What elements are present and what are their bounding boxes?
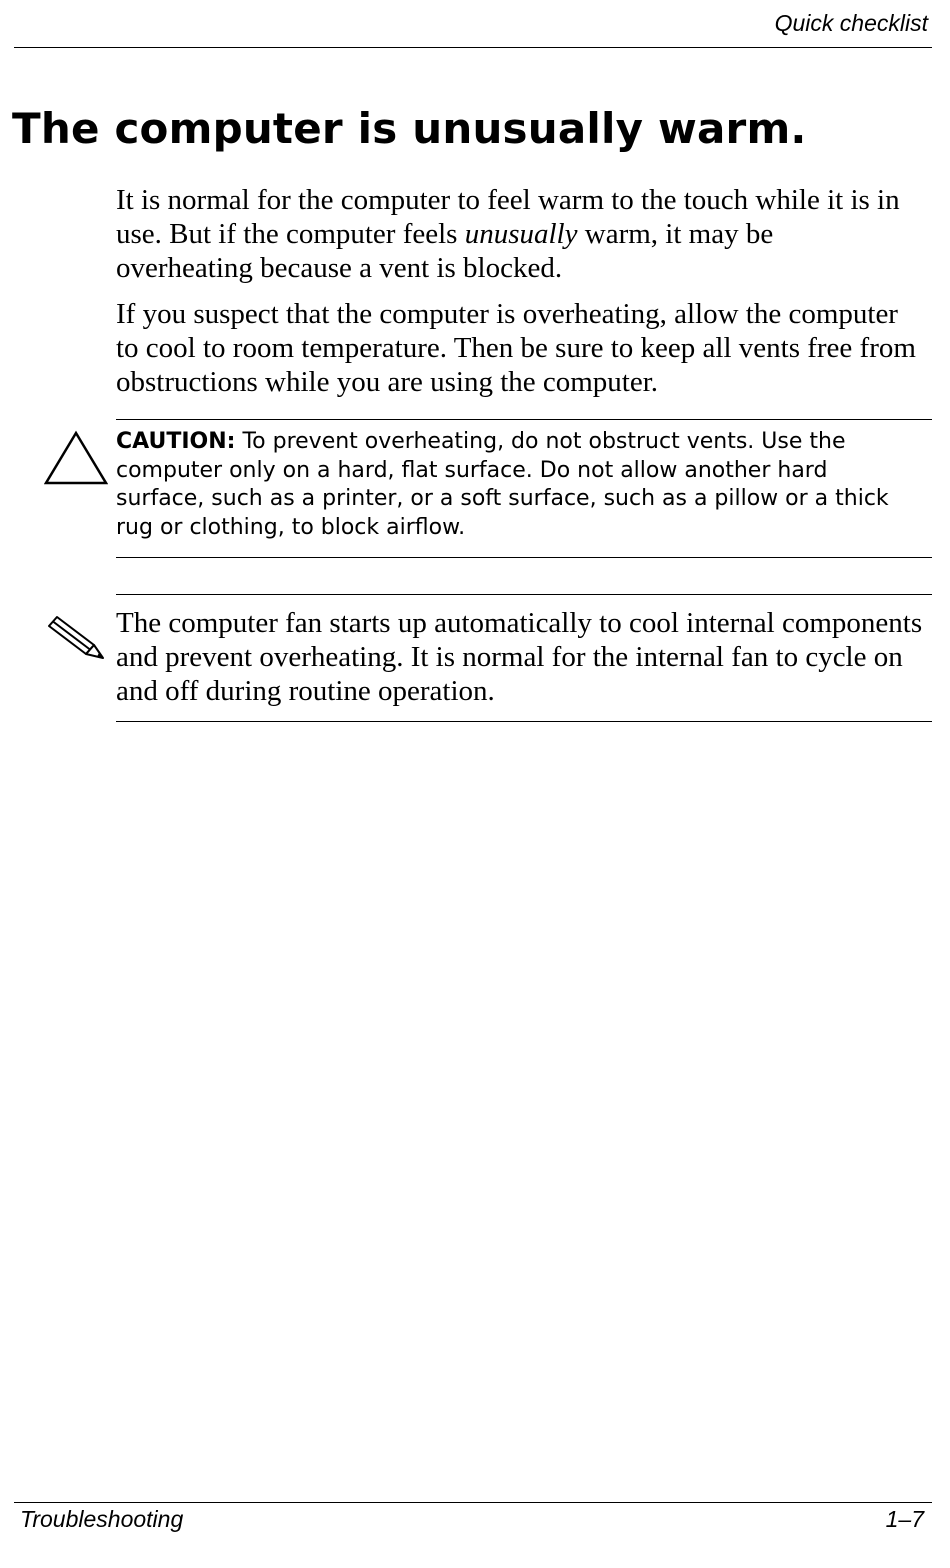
paragraph-normal-warmth [116, 183, 916, 285]
note-bottom-rule [116, 721, 932, 722]
footer-chapter: Troubleshooting [20, 1506, 184, 1532]
caution-notice [116, 428, 916, 542]
caution-triangle-icon [44, 430, 108, 486]
caution-label: CAUTION: [116, 429, 236, 454]
note-top-rule [116, 594, 932, 595]
caution-body: To prevent overheating, do not obstruct vents. Use the computer only on a hard, flat surface. Do not allow another hard surface, such as a printer, or a soft surface, such as a pillow or a thick rug or clothing, to block airflow. [116, 429, 889, 540]
note-text: The computer fan starts up automatically to cool internal components and prevent overheating. It is normal for the internal fan to cycle on and off during routine operation. [116, 607, 923, 707]
paragraph-1-text-start: It is normal for the computer to feel warm to the touch while it is in use. But if the computer feels [116, 184, 900, 250]
caution-bottom-rule [116, 557, 932, 558]
header-rule [14, 47, 932, 48]
emphasis-unusually: unusually [464, 218, 578, 250]
footer-rule [14, 1502, 932, 1503]
paragraph-overheating-advice: If you suspect that the computer is overheating, allow the computer to cool to room temperature. Then be sure to keep all vents free from obstructions while you are using the computer. [116, 298, 916, 398]
paragraph-1-text-end: warm, it may be overheating because a vent is blocked. [116, 218, 774, 284]
page-title: The computer is unusually warm. [12, 104, 807, 153]
pencil-note-icon [46, 612, 106, 662]
footer-page-number: 1–7 [885, 1506, 924, 1532]
caution-top-rule [116, 419, 932, 420]
running-header: Quick checklist [774, 10, 928, 36]
